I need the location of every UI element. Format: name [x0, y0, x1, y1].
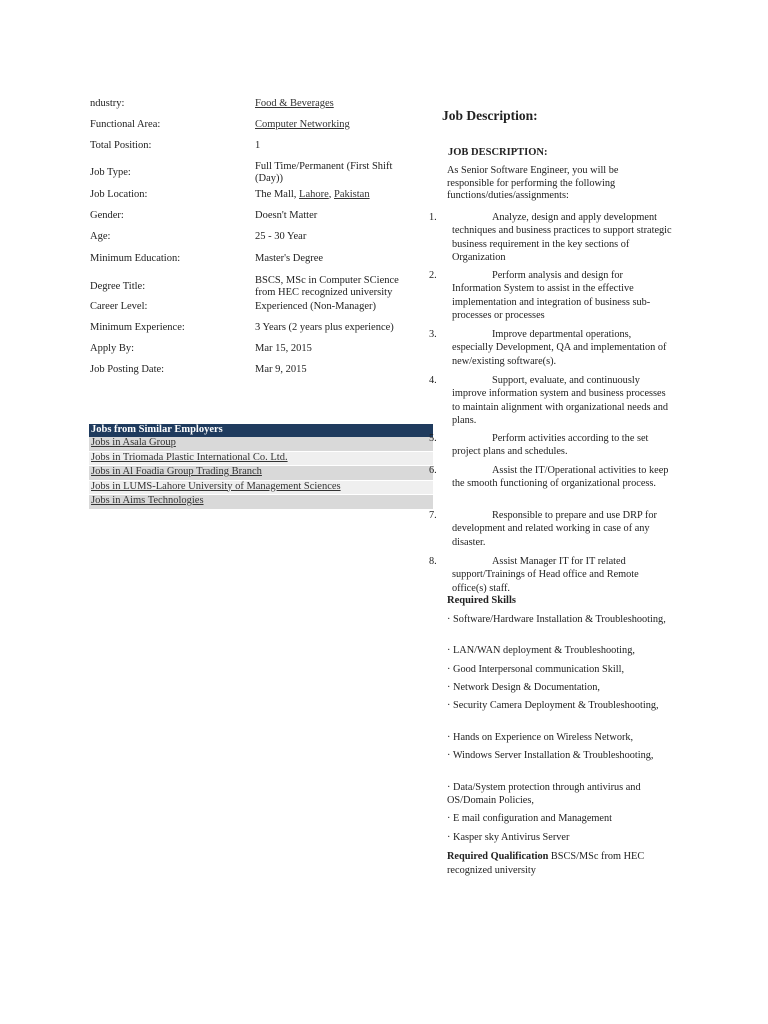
similar-employer-link[interactable]: Jobs in Triomada Plastic International Co. Ltd. [91, 451, 288, 463]
skill-item: · Hands on Experience on Wireless Network, [447, 732, 634, 743]
duty-item [429, 464, 674, 491]
duty-number: 8. [429, 556, 437, 567]
detail-label: Functional Area: [90, 119, 161, 130]
detail-row-functional-area [90, 117, 420, 138]
job-location-value [255, 187, 420, 201]
location-text: The Mall, [255, 189, 300, 200]
detail-label: Total Position: [90, 140, 152, 151]
duty-text: Responsible to prepare and use DRP for development and related working in case of any disaster. [452, 510, 657, 548]
detail-value: Full Time/Permanent (First Shift (Day)) [255, 161, 393, 184]
detail-value: Mar 9, 2015 [255, 364, 307, 375]
detail-row-job-type [90, 159, 420, 187]
detail-value: 3 Years (2 years plus experience) [255, 322, 394, 333]
similar-employers-box [89, 424, 433, 510]
required-qualification [447, 850, 672, 877]
duty-number: 5. [429, 433, 437, 444]
skill-item: · E mail configuration and Management [447, 813, 612, 824]
detail-row-gender [90, 208, 420, 229]
duty-text: Assist Manager IT for IT related support/Trainings of Head office and Remote office(s) staff. [452, 556, 639, 594]
location-separator: , [328, 189, 335, 200]
duty-item [429, 432, 674, 459]
similar-employer-link[interactable]: Jobs in Asala Group [91, 437, 176, 448]
detail-row-minimum-education [90, 251, 420, 273]
skill-item: · Windows Server Installation & Troubleshooting, [447, 750, 654, 761]
duty-item [429, 374, 674, 427]
skill-item: · Data/System protection through antivirus and OS/Domain Policies, [447, 782, 641, 806]
functional-area-link[interactable]: Computer Networking [255, 119, 350, 130]
detail-value: Experienced (Non-Manager) [255, 301, 376, 312]
duty-item [429, 269, 674, 322]
duty-text: Analyze, design and apply development techniques and business practices to support strategic business requirement in the key sections of Organization [452, 212, 672, 263]
detail-row-minimum-experience [90, 320, 420, 341]
skill-item: · Good Interpersonal communication Skill, [447, 664, 625, 675]
detail-label: Apply By: [90, 343, 135, 354]
duty-number: 1. [429, 212, 437, 223]
duty-text: Assist the IT/Operational activities to keep the smooth functioning of organizational process. [452, 465, 669, 490]
skill-item: · LAN/WAN deployment & Troubleshooting, [447, 645, 635, 656]
duty-text: Perform analysis and design for Information System to assist in the effective implementation and integration of business sub-processes or processes [452, 270, 651, 321]
duty-number: 6. [429, 465, 437, 476]
detail-label: Degree Title: [90, 281, 146, 292]
similar-employer-link[interactable]: Jobs in Aims Technologies [91, 495, 204, 506]
detail-label: Age: [90, 231, 111, 242]
duty-text: Perform activities according to the set project plans and schedules. [452, 433, 649, 458]
detail-value: Mar 15, 2015 [255, 343, 312, 354]
industry-link[interactable]: Food & Beverages [255, 98, 334, 109]
duty-item [429, 509, 674, 549]
duty-number: 2. [429, 270, 437, 281]
detail-value: BSCS, MSc in Computer SCience from HEC recognized university [255, 275, 399, 298]
detail-label: Minimum Education: [90, 253, 181, 264]
skill-item: · Software/Hardware Installation & Troubleshooting, [447, 614, 666, 625]
duty-text: Support, evaluate, and continuously improve information system and business processes to maintain alignment with organizational needs and plans. [452, 375, 668, 426]
similar-employers-heading: Jobs from Similar Employers [89, 424, 433, 437]
detail-row-degree-title [90, 273, 420, 299]
duty-number: 7. [429, 510, 437, 521]
skill-item: · Kasper sky Antivirus Server [447, 832, 570, 843]
duty-text: Improve departmental operations, especially Development, QA and implementation of new/existing software(s). [452, 329, 667, 367]
detail-row-total-position [90, 138, 420, 159]
detail-label: Job Location: [90, 189, 148, 200]
detail-row-apply-by [90, 341, 420, 362]
similar-employer-link[interactable]: Jobs in Al Foadia Group Trading Branch [91, 466, 262, 477]
detail-value: 1 [255, 140, 261, 151]
detail-row-career-level [90, 299, 420, 320]
job-description-intro: As Senior Software Engineer, you will be responsible for performing the following functions/duties/assignments: [447, 165, 619, 201]
detail-label: Job Type: [90, 167, 131, 178]
job-description-title: Job Description: [442, 108, 538, 123]
duty-item [429, 555, 674, 595]
detail-row-job-posting-date [90, 362, 420, 383]
pakistan-link[interactable]: Pakistan [334, 189, 370, 200]
skill-item: · Network Design & Documentation, [447, 682, 600, 693]
detail-value: Master's Degree [255, 253, 324, 264]
detail-value: 25 - 30 Year [255, 231, 307, 242]
duty-number: 4. [429, 375, 437, 386]
lahore-link[interactable]: Lahore [299, 189, 329, 200]
job-description-section [429, 108, 672, 876]
detail-row-age [90, 229, 420, 251]
detail-label: Career Level: [90, 301, 148, 312]
required-skills-title: Required Skills [447, 595, 516, 606]
detail-label: Minimum Experience: [90, 322, 185, 333]
similar-employer-link[interactable]: Jobs in LUMS-Lahore University of Management Sciences [91, 480, 341, 492]
job-details-table [90, 96, 420, 383]
duty-item [429, 328, 674, 368]
detail-row-industry [90, 96, 420, 117]
qualification-text: BSCS/MSc from HEC recognized university [447, 851, 645, 876]
qualification-label: Required Qualification [447, 851, 549, 862]
duty-item [429, 211, 674, 264]
detail-label: Gender: [90, 210, 124, 221]
skill-item: · Security Camera Deployment & Troubleshooting, [447, 700, 659, 711]
detail-label: ndustry: [90, 98, 125, 109]
detail-value: Doesn't Matter [255, 210, 318, 221]
detail-label: Job Posting Date: [90, 364, 165, 375]
duty-number: 3. [429, 329, 437, 340]
detail-row-job-location [90, 187, 420, 208]
job-description-subtitle: JOB DESCRIPTION: [448, 147, 548, 158]
